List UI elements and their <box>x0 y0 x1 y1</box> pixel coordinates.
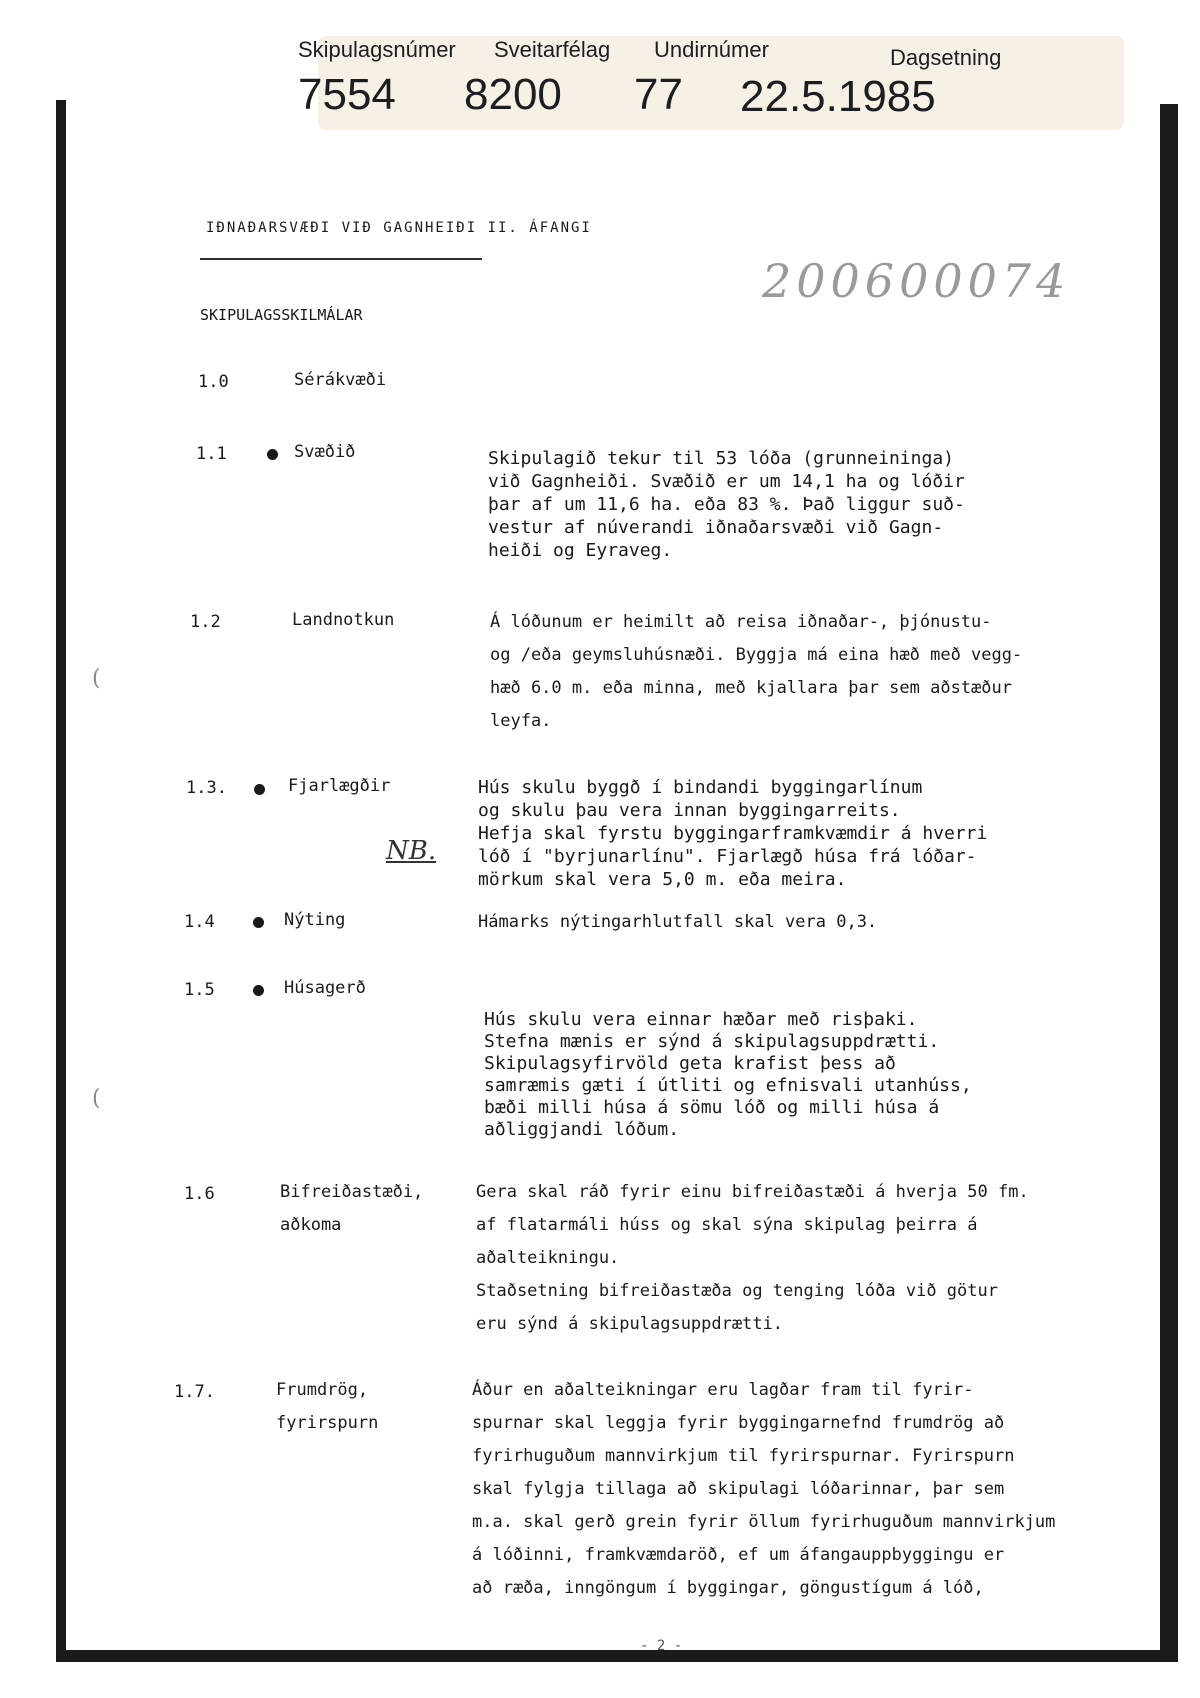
text-line: heiði og Eyraveg. <box>488 540 673 561</box>
bullet-dot <box>267 449 278 460</box>
section-number: 1.7. <box>174 1382 215 1402</box>
text-line: skal fylgja tillaga að skipulagi lóðarinnar, þar sem <box>472 1479 1005 1499</box>
section-label <box>288 770 390 803</box>
label-line: Fjarlægðir <box>288 776 391 796</box>
section-text <box>472 1374 1055 1605</box>
section-text <box>488 447 965 562</box>
text-line: aðliggjandi lóðum. <box>484 1119 680 1140</box>
text-line: Gera skal ráð fyrir einu bifreiðastæði á hverja 50 fm. <box>476 1182 1029 1202</box>
text-line: og /eða geymsluhúsnæði. Byggja má eina hæð með vegg- <box>490 645 1023 665</box>
section-number: 1.5 <box>184 980 215 1000</box>
section-label <box>284 972 366 1005</box>
text-line: af flatarmáli húss og skal sýna skipulag þeirra á <box>476 1215 978 1235</box>
text-line: samræmis gæti í útliti og efnisvali utanhúss, <box>484 1075 972 1096</box>
section-text <box>478 906 877 939</box>
section-label <box>294 436 355 469</box>
page-number: - 2 - <box>640 1638 683 1654</box>
text-line: hæð 6.0 m. eða minna, með kjallara þar sem aðstæður <box>490 678 1012 698</box>
document-title: IÐNAÐARSVÆÐI VIÐ GAGNHEIÐI II. ÁFANGI <box>206 220 592 236</box>
text-line: mörkum skal vera 5,0 m. eða meira. <box>478 869 847 890</box>
section-number: 1.4 <box>184 912 215 932</box>
text-line: Hús skulu vera einnar hæðar með risþaki. <box>484 1009 918 1030</box>
section-text <box>478 776 987 891</box>
section-label <box>284 904 345 937</box>
label-line: Húsagerð <box>284 978 366 998</box>
stamp-label: Dagsetning <box>890 45 1002 70</box>
stamp-value: 8200 <box>464 70 562 119</box>
text-line: Áður en aðalteikningar eru lagðar fram til fyrir- <box>472 1380 974 1400</box>
stamp-field-dagsetning <box>740 44 1002 122</box>
scan-border-right <box>1160 104 1178 1660</box>
handwritten-archive-number: 200600074 <box>762 254 1071 308</box>
scan-border-left <box>56 100 66 1660</box>
text-line: Staðsetning bifreiðastæða og tenging lóða við götur <box>476 1281 998 1301</box>
text-line: lóð í "byrjunarlínu". Fjarlægð húsa frá lóðar- <box>478 846 977 867</box>
section-label <box>292 604 394 637</box>
section-label <box>280 1176 423 1242</box>
label-line: Nýting <box>284 910 346 930</box>
section-number: 1.6 <box>184 1184 215 1204</box>
text-line: Hefja skal fyrstu byggingarframkvæmdir á hverri <box>478 823 988 844</box>
section-label <box>294 364 386 397</box>
stamp-value: 77 <box>634 70 683 119</box>
text-line: eru sýnd á skipulagsuppdrætti. <box>476 1314 784 1334</box>
punch-hole-mark: ( <box>92 666 101 691</box>
text-line: vestur af núverandi iðnaðarsvæði við Gagn- <box>488 517 944 538</box>
stamp-value: 7554 <box>298 70 396 119</box>
text-line: Hús skulu byggð í bindandi byggingarlínum <box>478 777 923 798</box>
text-line: Á lóðunum er heimilt að reisa iðnaðar-, þjónustu- <box>490 612 992 632</box>
label-line: aðkoma <box>280 1215 342 1235</box>
section-number: 1.3. <box>186 778 227 798</box>
section-number: 1.2 <box>190 612 221 632</box>
section-heading: SKIPULAGSSKILMÁLAR <box>200 306 363 324</box>
scan-border-bottom <box>56 1650 1178 1662</box>
registration-stamp <box>298 36 1124 130</box>
text-line: aðalteikningu. <box>476 1248 620 1268</box>
text-line: og skulu þau vera innan byggingarreits. <box>478 800 901 821</box>
label-line: Frumdrög, <box>276 1380 369 1400</box>
bullet-dot <box>253 917 264 928</box>
stamp-label: Sveitarfélag <box>494 37 611 62</box>
section-number: 1.1 <box>196 444 227 464</box>
text-line: þar af um 11,6 ha. eða 83 %. Það liggur suð- <box>488 494 965 515</box>
label-line: Bifreiðastæði, <box>280 1182 424 1202</box>
punch-hole-mark: ( <box>92 1086 101 1111</box>
text-line: fyrirhuguðum mannvirkjum til fyrirspurnar. Fyrirspurn <box>472 1446 1015 1466</box>
stamp-field-sveitarfelag <box>464 36 611 120</box>
section-number: 1.0 <box>198 372 229 392</box>
text-line: við Gagnheiði. Svæðið er um 14,1 ha og lóðir <box>488 471 965 492</box>
label-line: Svæðið <box>294 442 356 462</box>
text-line: að ræða, inngöngum í byggingar, göngustígum á lóð, <box>472 1578 984 1598</box>
handwritten-nb-note: NB. <box>386 836 437 866</box>
text-line: m.a. skal gerð grein fyrir öllum fyrirhuguðum mannvirkjum <box>472 1512 1056 1532</box>
bullet-dot <box>253 985 264 996</box>
stamp-field-skipulagsnumer <box>298 36 456 120</box>
title-underline <box>200 258 482 260</box>
stamp-value: 22.5.1985 <box>740 72 936 121</box>
text-line: spurnar skal leggja fyrir byggingarnefnd frumdrög að <box>472 1413 1005 1433</box>
label-line: Sérákvæði <box>294 370 387 390</box>
label-line: fyrirspurn <box>276 1413 379 1433</box>
section-text <box>484 1009 972 1141</box>
bullet-dot <box>254 784 265 795</box>
text-line: Skipulagið tekur til 53 lóða (grunneininga) <box>488 448 954 469</box>
stamp-label: Undirnúmer <box>654 37 769 62</box>
section-text <box>476 1176 1029 1341</box>
label-line: Landnotkun <box>292 610 395 630</box>
section-text <box>490 606 1022 738</box>
text-line: Skipulagsyfirvöld geta krafist þess að <box>484 1053 896 1074</box>
stamp-label: Skipulagsnúmer <box>298 37 456 62</box>
section-label <box>276 1374 378 1440</box>
text-line: Stefna mænis er sýnd á skipulagsuppdrætti. <box>484 1031 940 1052</box>
text-line: á lóðinni, framkvæmdaröð, ef um áfangauppbyggingu er <box>472 1545 1005 1565</box>
text-line: Hámarks nýtingarhlutfall skal vera 0,3. <box>478 912 878 932</box>
text-line: leyfa. <box>490 711 552 731</box>
text-line: bæði milli húsa á sömu lóð og milli húsa á <box>484 1097 940 1118</box>
